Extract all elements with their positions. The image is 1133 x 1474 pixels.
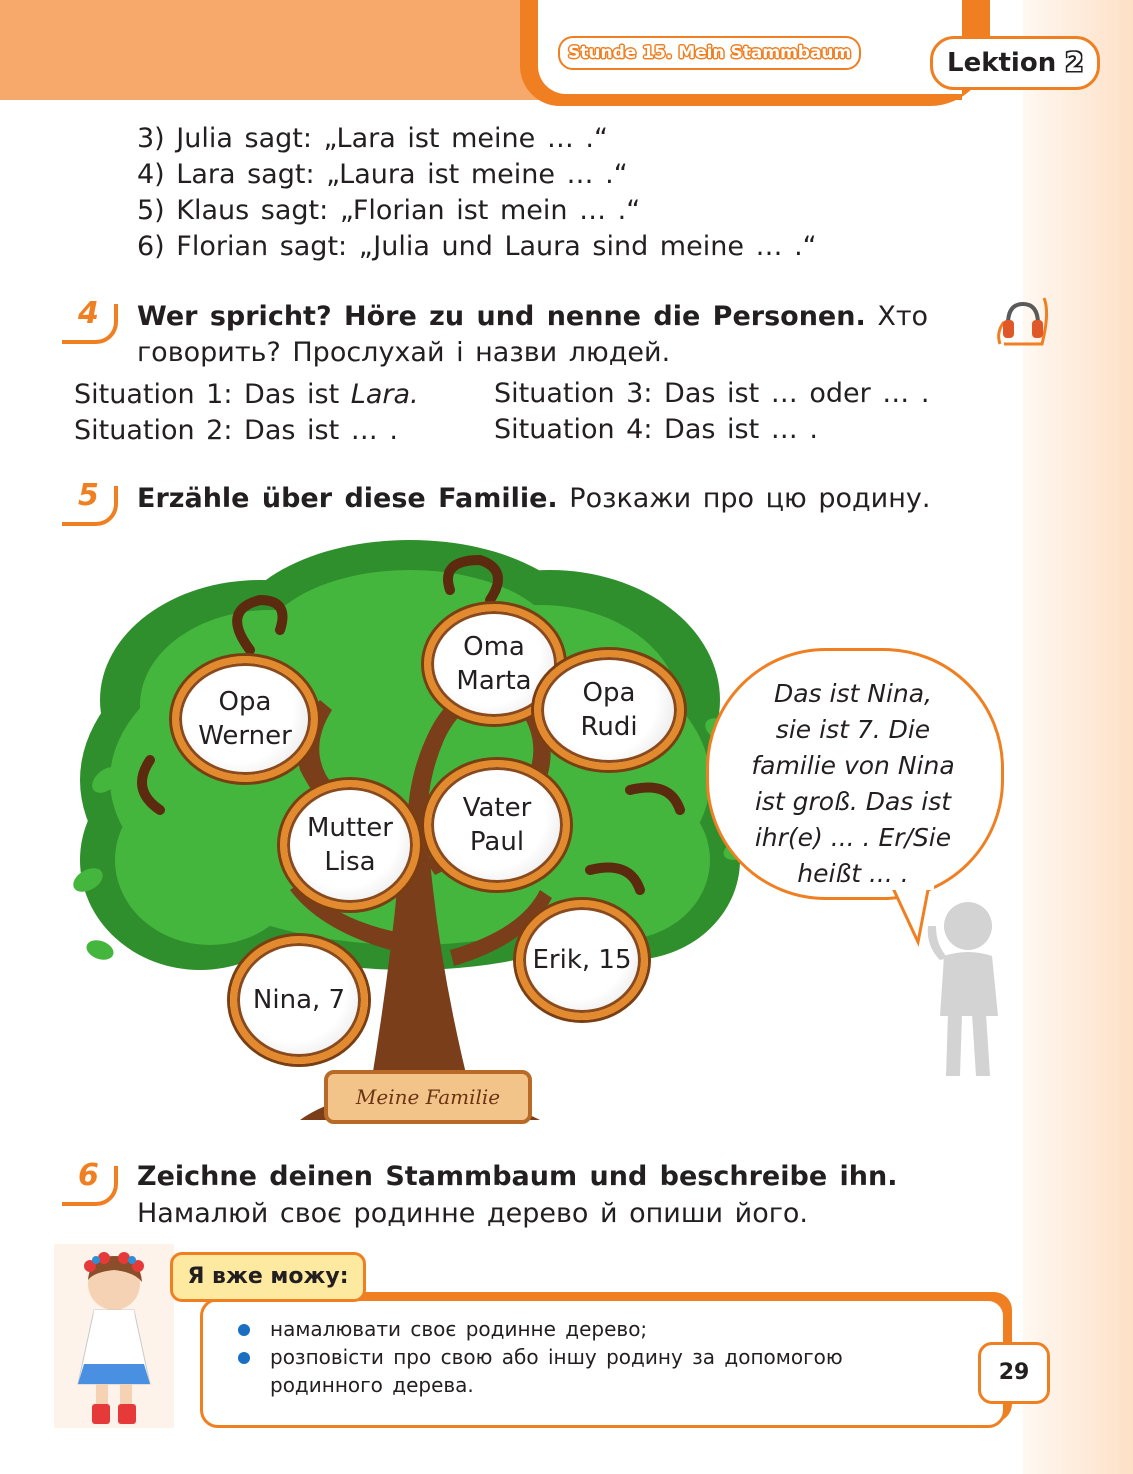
situation-3: Situation 3: Das ist … oder … . xyxy=(494,378,930,409)
tree-node-nina: Nina, 7 xyxy=(230,936,368,1064)
tree-node-opa-werner: Opa Werner xyxy=(172,656,318,782)
tree-node-opa-rudi: Opa Rudi xyxy=(534,650,684,770)
girl-illustration xyxy=(54,1244,174,1428)
page-number: 29 xyxy=(978,1342,1050,1404)
tree-node-oma-marta: Oma Marta xyxy=(424,604,564,724)
lektion-word: Lektion xyxy=(947,48,1057,78)
task-5-title-de: Erzähle über diese Familie. xyxy=(137,483,558,514)
task-5-title-uk: Розкажи про цю родину. xyxy=(569,483,931,514)
situation-1: Situation 1: Das ist Lara. xyxy=(74,379,419,410)
situation-4: Situation 4: Das ist … . xyxy=(494,414,818,445)
ex3-line-3: 3) Julia sagt: „Lara ist meine … .“ xyxy=(137,123,608,154)
can-do-label: Я вже можу: xyxy=(170,1252,366,1302)
tree-node-vater-paul: Vater Paul xyxy=(424,760,570,890)
lektion-number: 2 xyxy=(1065,48,1084,78)
can-do-item-2: розповісти про свою або іншу родину за допомогою xyxy=(270,1345,843,1369)
speech-bubble-text: Das ist Nina, sie ist 7. Die familie von Nina ist groß. Das ist ihr(e) ... . Er/Sie heißt ... . xyxy=(751,679,955,888)
task-6-title-de: Zeichne deinen Stammbaum und beschreibe ihn. xyxy=(137,1161,898,1192)
can-do-bullet-1 xyxy=(238,1324,250,1336)
tree-node-erik: Erik, 15 xyxy=(516,900,648,1020)
can-do-bullet-2 xyxy=(238,1352,250,1364)
child-silhouette xyxy=(920,896,1010,1086)
lesson-title: Stunde 15. Mein Stammbaum xyxy=(558,36,861,70)
situation-2: Situation 2: Das ist … . xyxy=(74,415,398,446)
task-4-title xyxy=(137,300,928,334)
page-side-strip xyxy=(1023,0,1133,1474)
task-4-title-de: Wer spricht? Höre zu und nenne die Personen. xyxy=(137,301,866,332)
task-6-title-uk: Намалюй своє родинне дерево й опиши його. xyxy=(137,1198,809,1229)
tree-sign-meine-familie: Meine Familie xyxy=(324,1070,532,1124)
task-6-badge: 6 xyxy=(62,1156,118,1206)
ex3-line-6: 6) Florian sagt: „Julia und Laura sind meine … .“ xyxy=(137,231,817,262)
task-5-badge: 5 xyxy=(62,476,118,526)
header-band xyxy=(0,0,560,100)
task-4-title-uk-1: Хто xyxy=(877,301,929,332)
can-do-item-1: намалювати своє родинне дерево; xyxy=(270,1317,648,1341)
ex3-line-5: 5) Klaus sagt: „Florian ist mein … .“ xyxy=(137,195,641,226)
lektion-badge xyxy=(930,36,1100,90)
task-4-title-uk-2: говорить? Прослухай і назви людей. xyxy=(137,337,671,368)
tree-node-mutter-lisa: Mutter Lisa xyxy=(280,780,420,910)
headphones-icon[interactable] xyxy=(994,292,1052,350)
situation-1-name: Lara. xyxy=(350,379,419,410)
can-do-item-2-cont: родинного дерева. xyxy=(270,1373,474,1397)
ex3-line-4: 4) Lara sagt: „Laura ist meine … .“ xyxy=(137,159,628,190)
task-5-title xyxy=(137,482,930,516)
task-4-badge: 4 xyxy=(62,294,118,344)
